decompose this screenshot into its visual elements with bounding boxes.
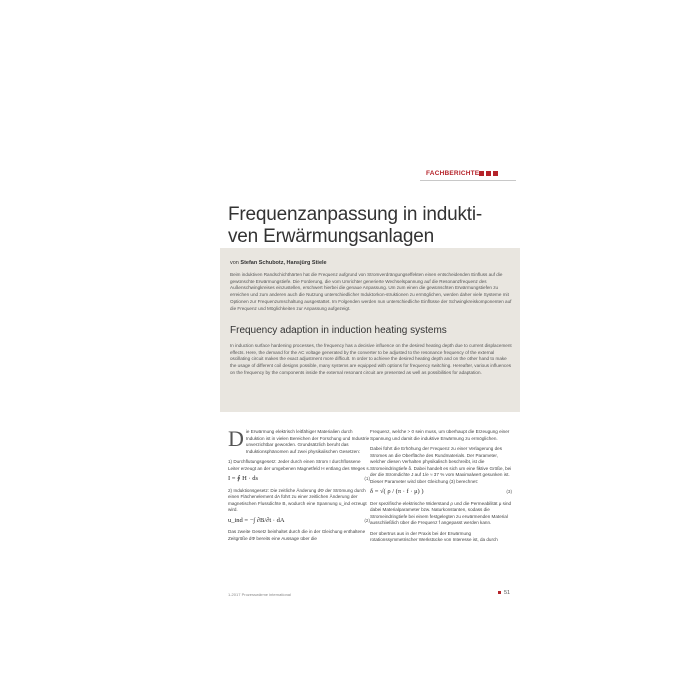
body-text: ie Erwärmung elektrisch leitfähiger Materialien durch Induktion ist in vielen Bereichen der Forschung und Industrie unverzichtbar geworden. Grundsätzlich beruht das Induktionsphänomen auf zwei physikalischen Gesetzen: bbox=[245, 429, 370, 454]
body-paragraph: Der übertrus aus in der Praxis bei der Erwärmung rotationssymmetrischer Werkstücke von Interesse ist, da durch bbox=[370, 530, 498, 542]
body-paragraph: 1) Durchflutungsgesetz: Jeder durch einen Strom I durchflossene Leiter erzeugt an der umgebenen Magnetfeld H entlang des Weges s. bbox=[228, 459, 370, 471]
equation-3-formula: δ = √( ρ / (π · f · μ) ) bbox=[370, 488, 424, 495]
body-paragraph bbox=[228, 426, 370, 455]
section-square-1 bbox=[479, 171, 484, 176]
section-label-text: FACHBERICHTE bbox=[426, 170, 480, 177]
abstract-german: Beim induktiven Randschichthärten hat die Frequenz aufgrund von Stromverdrängungseffekten einen entscheidenden Einfluss auf die gewünschte Erwärmungstiefe. Die Forderung, die vom Umrichter generierte Wechselspannung auf die Resonanzfrequenz des Außenschwingkreises einzustellen, erschwert hierbei die genaue Anpassung. Um zum einen die gewünschten Erwärmungstiefen zu erreichen und zum anderen auch die Nutzung unterschiedlicher Induktorkon-struktionen zu ermöglichen, werden daher viele Systeme mit Optionen zur Frequenzumschaltung ausgestattet. Im Folgenden werden nun unterschiedliche Einflüsse der Schwingkreiskomponenten auf die Frequenz und Möglichkeiten zur Anpassung aufgezeigt. bbox=[230, 272, 512, 311]
body-paragraph: Frequenz, welche > 0 sein muss, um überhaupt die Erzeugung einer Spannung und damit die induktive Erwärmung zu ermöglichen. bbox=[370, 429, 510, 441]
article-title bbox=[228, 204, 528, 248]
page-marker-square bbox=[498, 591, 501, 594]
body-paragraph: 2) Induktionsgesetz: Die zeitliche Änderung dΦ der Strömung durch einen Flächenelement dA führt zu einer zeitlichen Änderung der magnetischen Flussdichte B, wodurch eine Spannung u_ind erzeugt wird. bbox=[228, 487, 367, 512]
body-paragraph: Dabei führt die Erhöhung der Frequenz zu einer Verlagerung des Stromes an die Oberfläche des Rundmaterials. Der Parameter, welcher diesen Verhalten physikalisch beschreibt, ist die Stromeindringtiefe δ. Dabei handelt es sich um eine fiktive Größe, bei der die Stromdichte J auf 1/e ≈ 37 % vom Maximalwert gesunken ist. Dieser Parameter wird über Gleichung (3) berechnet: bbox=[370, 446, 512, 484]
body-column-1 bbox=[228, 426, 370, 546]
header-rule bbox=[420, 180, 516, 181]
section-square-3 bbox=[493, 171, 498, 176]
abstract-box bbox=[220, 248, 520, 412]
article-title-line1: Frequenzanpassung in indukti- bbox=[228, 204, 483, 225]
footer-journal: 1-2017 Prozesswärme international bbox=[228, 592, 291, 597]
article-title-line2: ven Erwärmungsanlagen bbox=[228, 226, 434, 247]
equation-1 bbox=[228, 476, 370, 483]
byline-prefix: von bbox=[230, 260, 239, 266]
body-column-2 bbox=[370, 429, 512, 548]
equation-2-number: (2) bbox=[364, 517, 370, 523]
body-paragraph: Der spezifische elektrische Widerstand ρ und die Permeabilität μ sind dabei Materialparameter bzw. Naturkonstanten, sodass die Stromeindringtiefe bei einem festgelegten zu erwärmenden Material ausschließlich über die Frequenz f angepasst werden kann. bbox=[370, 500, 512, 525]
body-paragraph: Das zweite Gesetz beinhaltet durch die in der Gleichung enthaltene Zeitgröße dΦ bereits eine Aussage über die bbox=[228, 529, 366, 541]
equation-1-formula: I = ∮ H · ds bbox=[228, 475, 258, 482]
authors: Stefan Schubotz, Hansjürg Stiele bbox=[240, 260, 327, 266]
section-label bbox=[420, 170, 516, 180]
abstract-english-title: Frequency adaption in induction heating systems bbox=[230, 325, 447, 336]
page-number bbox=[498, 590, 510, 596]
section-square-2 bbox=[486, 171, 491, 176]
equation-3-number: (3) bbox=[506, 489, 512, 494]
equation-3 bbox=[370, 489, 512, 496]
equation-2 bbox=[228, 518, 370, 525]
abstract-english: In induction surface hardening processes, the frequency has a decisive influence on the desired heating depth due to current displacement effects. Here, the demand for the AC voltage generated by the converter to be adjusted to the resonance frequency of the external oscillating circuit makes the exact adjustment more difficult. In order to achieve the desired heating depth and on the other hand to make the usage of different coil designs possible, many systems are equipped with options for frequency switching. Hereafter, various influences on the frequency by the components inside the external resonant circuit are presented as well as possibilities for adaptation. bbox=[230, 343, 512, 375]
dropcap: D bbox=[228, 426, 244, 451]
equation-1-number: (1) bbox=[364, 476, 370, 481]
equation-2-formula: u_ind = −∫ ∂B/∂t · dA bbox=[228, 516, 285, 524]
page-number-text: 51 bbox=[504, 590, 511, 596]
byline bbox=[230, 260, 327, 266]
